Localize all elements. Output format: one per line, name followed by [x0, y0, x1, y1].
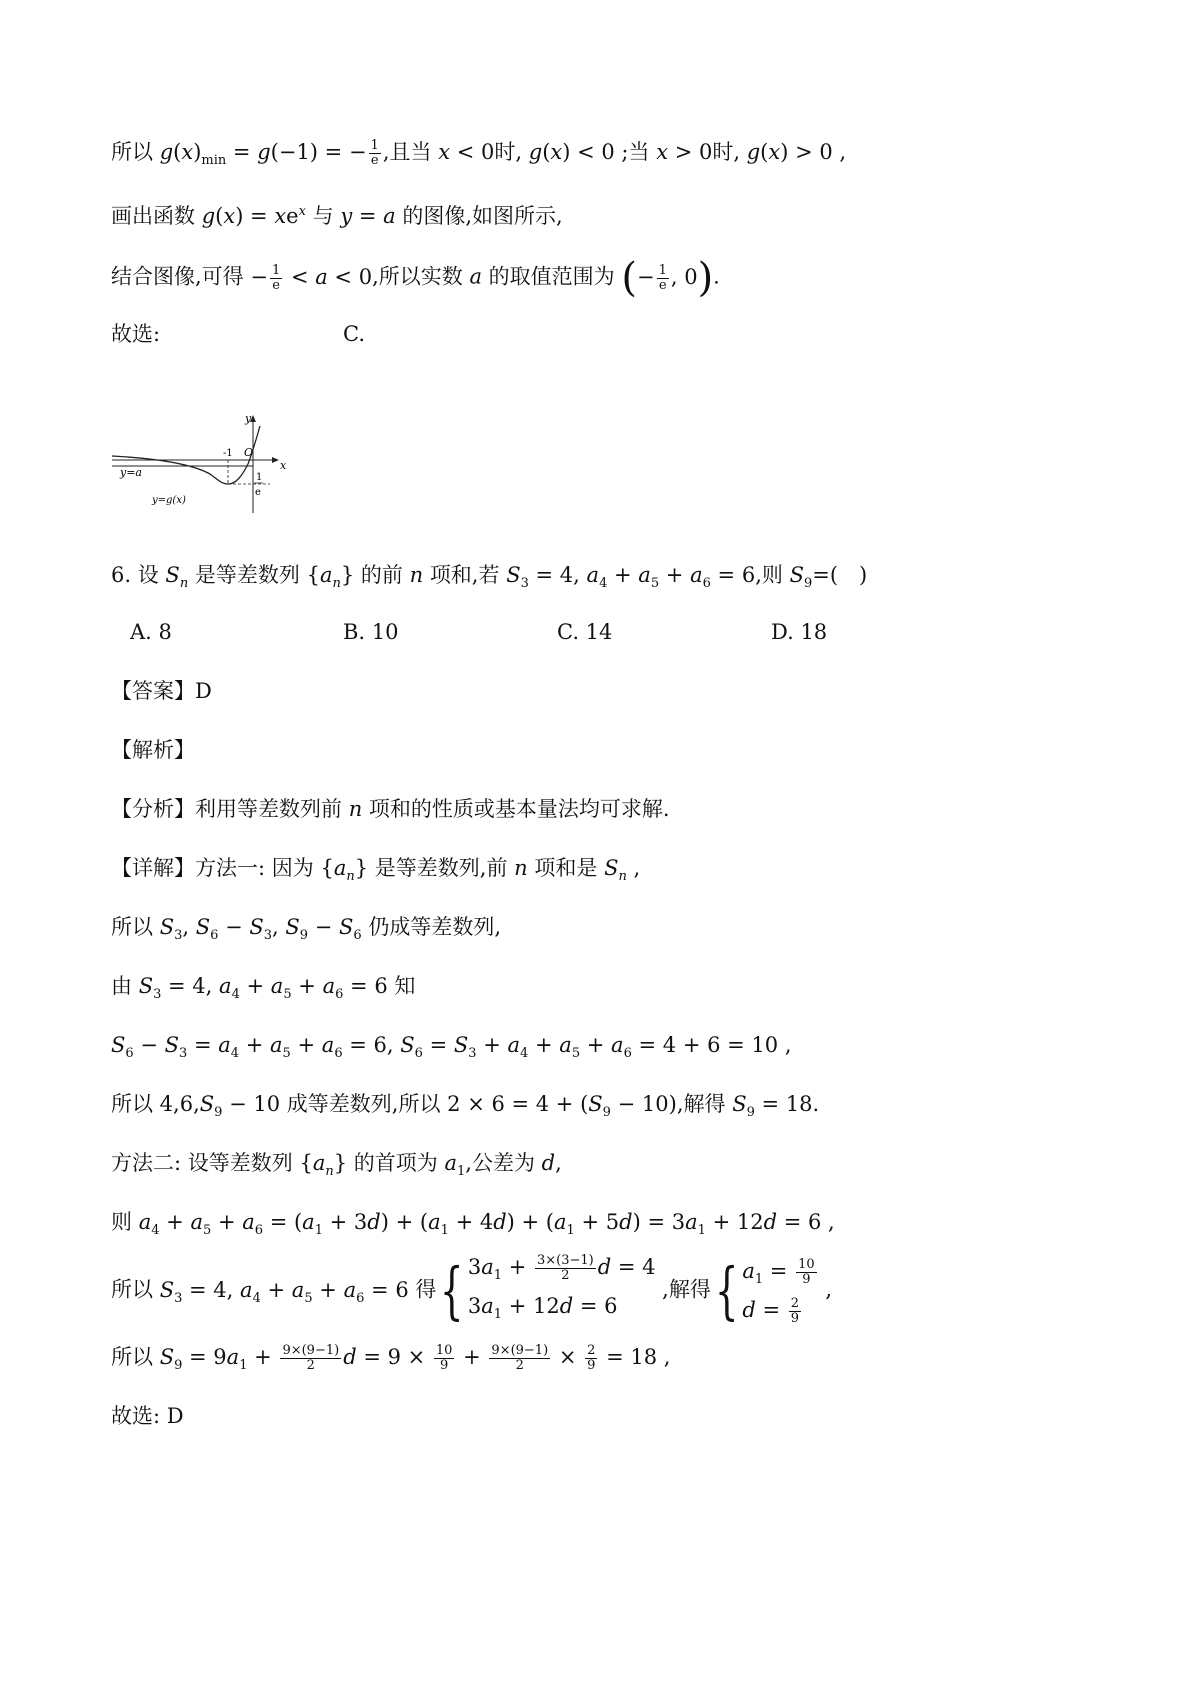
- formula-S9: $S_9$: [789, 563, 813, 592]
- answer-label: 【答案】: [111, 679, 195, 703]
- text-qiedang: ,且当: [382, 140, 432, 164]
- text-guxuan: 故选:: [111, 322, 161, 346]
- s4-mid: 成等差数列,所以: [286, 1092, 441, 1116]
- text-period: .: [713, 264, 720, 289]
- solution-line-1: [111, 137, 846, 176]
- m2-a: 方法二: 设等差数列: [111, 1151, 293, 1175]
- q-text-d: 项和,若: [429, 563, 500, 587]
- text-shi2: 时,: [712, 140, 741, 164]
- fenxi-text-b: 项和的性质或基本量法均可求解.: [368, 797, 670, 821]
- m2-end: ,: [555, 1151, 562, 1175]
- formula-S9-final: $S_9 = 9a_1$ + $\frac{9\times(9-1)}{2}$ d = 9 × $\frac{10}{9}$ + $\frac{9\times(9-1)}{2}$ × $\frac{2}{9}$ = 18: [159, 1343, 658, 1374]
- formula-g-lt-0: g(x) < 0: [528, 140, 615, 164]
- method-2-line-4: [111, 1342, 670, 1381]
- fenxi-text-a: 利用等差数列前: [195, 797, 342, 821]
- step-3: [111, 1030, 792, 1069]
- q-text-a: 设: [137, 563, 159, 587]
- option-a: A. 8: [130, 620, 172, 644]
- x-axis-label: x: [280, 459, 287, 472]
- q-text-e: ,则: [755, 563, 783, 587]
- m2-line2-prefix: 则: [111, 1210, 132, 1234]
- left-brace-2: {: [714, 1254, 739, 1328]
- solution-line-4: [111, 319, 160, 349]
- s1-end: 仍成等差数列,: [368, 915, 502, 939]
- text-dang: ;当: [621, 140, 650, 164]
- label-y-eq-gx: y=g(x): [152, 495, 186, 506]
- xiangjie-label: 【详解】: [111, 856, 195, 880]
- option-c: C. 14: [557, 620, 613, 644]
- xiangjie-line: [111, 853, 640, 892]
- m2-line3-de: 得: [415, 1277, 437, 1302]
- s2-prefix: 由: [111, 974, 132, 998]
- xiangjie-text-a: 方法一: 因为: [195, 856, 314, 880]
- analysis-label: 【解析】: [111, 738, 195, 762]
- text-yu: 与: [312, 204, 334, 228]
- formula-Sn-2: $S_n$: [604, 856, 627, 885]
- final-label: 故选:: [111, 1404, 161, 1428]
- option-d: D. 18: [771, 620, 828, 644]
- frac-den: e: [255, 487, 261, 498]
- fenxi-line: [111, 794, 670, 824]
- formula-x-gt-0: x > 0: [656, 140, 713, 164]
- text-jiehe: 结合图像,可得: [111, 264, 244, 289]
- left-brace-1: {: [440, 1254, 464, 1328]
- origin-label: O: [244, 446, 254, 459]
- formula-gx-xex: $g(x) = xe^x$: [201, 204, 306, 228]
- formula-Sn: $S_n$: [165, 563, 189, 592]
- system-2: $a_1$ = $\frac{10}{9}$ d = $\frac{2}{9}$: [742, 1257, 815, 1327]
- label-y-eq-a: y=a: [120, 466, 142, 479]
- text-shi1: 时,: [494, 140, 523, 164]
- text-huachu: 画出函数: [111, 204, 195, 228]
- s4-mid2: ,解得: [676, 1092, 726, 1116]
- formula-n: n: [409, 563, 424, 587]
- formula-a1: $a_1$: [444, 1151, 466, 1180]
- xiangjie-end: ,: [633, 856, 641, 880]
- final-answer: [111, 1401, 184, 1431]
- formula-condition: $S_3 = 4$, $a_4 + a_5 + a_6 = 6$: [506, 563, 756, 592]
- s2-end: 知: [394, 974, 416, 998]
- text-suoyishishu: ,所以实数: [372, 264, 463, 289]
- method-2-line-1: [111, 1148, 562, 1187]
- formula-gmin: $g(x)_{min} = g(-1)$ = − $\frac{1}{e}$: [159, 138, 379, 169]
- text-quzhifanwei: 的取值范围为: [488, 264, 615, 289]
- m2-line4-prefix: 所以: [111, 1345, 153, 1369]
- m2-line3-prefix: 所以: [111, 1277, 153, 1302]
- formula-m2-line2: $a_4 + a_5 + a_6 = (a_1 + 3d) + (a_1 + 4d) + (a_1 + 5d) = 3a_1 + 12d = 6$ ,: [138, 1210, 835, 1239]
- text-suoyi: 所以: [111, 140, 153, 164]
- formula-s2: $S_3 = 4$, $a_4 + a_5 + a_6 = 6$: [138, 974, 388, 1003]
- formula-y-eq-a: y = a: [340, 204, 396, 228]
- s1-prefix: 所以: [111, 915, 153, 939]
- answer-line: [111, 676, 212, 706]
- text-tuxiang: 的图像,如图所示,: [402, 204, 563, 228]
- q-text-c: 的前: [360, 563, 403, 587]
- graph-figure: [110, 408, 290, 518]
- option-b: B. 10: [343, 620, 399, 644]
- formula-s4b: $2 \times 6 = 4 + (S_9 - 10)$: [447, 1092, 677, 1121]
- formula-a: a: [469, 264, 482, 289]
- m2-line3-jiede: ,解得: [662, 1277, 711, 1302]
- m2-line3-end: ,: [825, 1277, 832, 1302]
- q-text-f: =( ): [812, 563, 868, 587]
- formula-n-2: n: [348, 797, 363, 821]
- formula-an-set-3: $\{a_n\}$: [299, 1151, 348, 1180]
- method-2-line-2: [111, 1207, 835, 1246]
- m2-c: ,公差为: [465, 1151, 535, 1175]
- solution-line-3: [111, 255, 720, 301]
- formula-an-set-2: $\{a_n\}$: [320, 856, 369, 885]
- answer-value: D: [195, 679, 212, 703]
- s4-prefix: 所以 4,6,: [111, 1092, 200, 1116]
- formula-an-set: $\{a_n\}$: [306, 563, 355, 592]
- step-2: [111, 971, 415, 1010]
- q-text-b: 是等差数列: [194, 563, 300, 587]
- formula-x-lt-0: x < 0: [438, 140, 495, 164]
- formula-g-gt-0: g(x) > 0: [746, 140, 833, 164]
- m2-b: 的首项为: [353, 1151, 438, 1175]
- y-axis-label: y: [245, 412, 252, 425]
- formula-range-ineq: − $\frac{1}{e}$ < a < 0: [250, 262, 373, 293]
- formula-interval: (− $\frac{1}{e}$ , 0): [621, 255, 714, 301]
- step-4: [111, 1089, 819, 1128]
- final-value: D: [166, 1404, 184, 1428]
- xiangjie-text-c: 项和是: [534, 856, 598, 880]
- step-1: [111, 912, 501, 951]
- question-number: 6.: [111, 563, 132, 587]
- solution-line-2: [111, 197, 563, 231]
- formula-s4c: $S_9 = 18$: [732, 1092, 813, 1121]
- xiangjie-text-b: 是等差数列,前: [374, 856, 508, 880]
- formula-n-3: n: [514, 856, 528, 880]
- m2-line4-end: ,: [663, 1345, 671, 1369]
- formula-s1: $S_3$, $S_6 - S_3$, $S_9 - S_6$: [159, 915, 362, 944]
- fenxi-label: 【分析】: [111, 797, 195, 821]
- text-comma: ,: [839, 140, 847, 164]
- answer-c: C.: [343, 322, 365, 346]
- s4-end: .: [812, 1092, 820, 1116]
- question-6: [111, 560, 867, 599]
- formula-d: d: [541, 1151, 556, 1175]
- tick-neg1: -1: [223, 448, 233, 459]
- formula-s3: $S_6 - S_3 = a_4 + a_5 + a_6 = 6$, $S_6 = S_3 + a_4 + a_5 + a_6 = 4 + 6 = 10$ ,: [111, 1033, 792, 1062]
- formula-s4a: $S_9 - 10$: [199, 1092, 281, 1121]
- method-2-line-3: [111, 1252, 832, 1330]
- system-1: $3a_1$ + $\frac{3\times(3-1)}{2}$ d = 4 $3a_1 + 12d = 6$: [467, 1253, 656, 1323]
- formula-m2-cond: $S_3 = 4$, $a_4 + a_5 + a_6 = 6$: [159, 1277, 409, 1306]
- frac-num: 1: [256, 472, 263, 483]
